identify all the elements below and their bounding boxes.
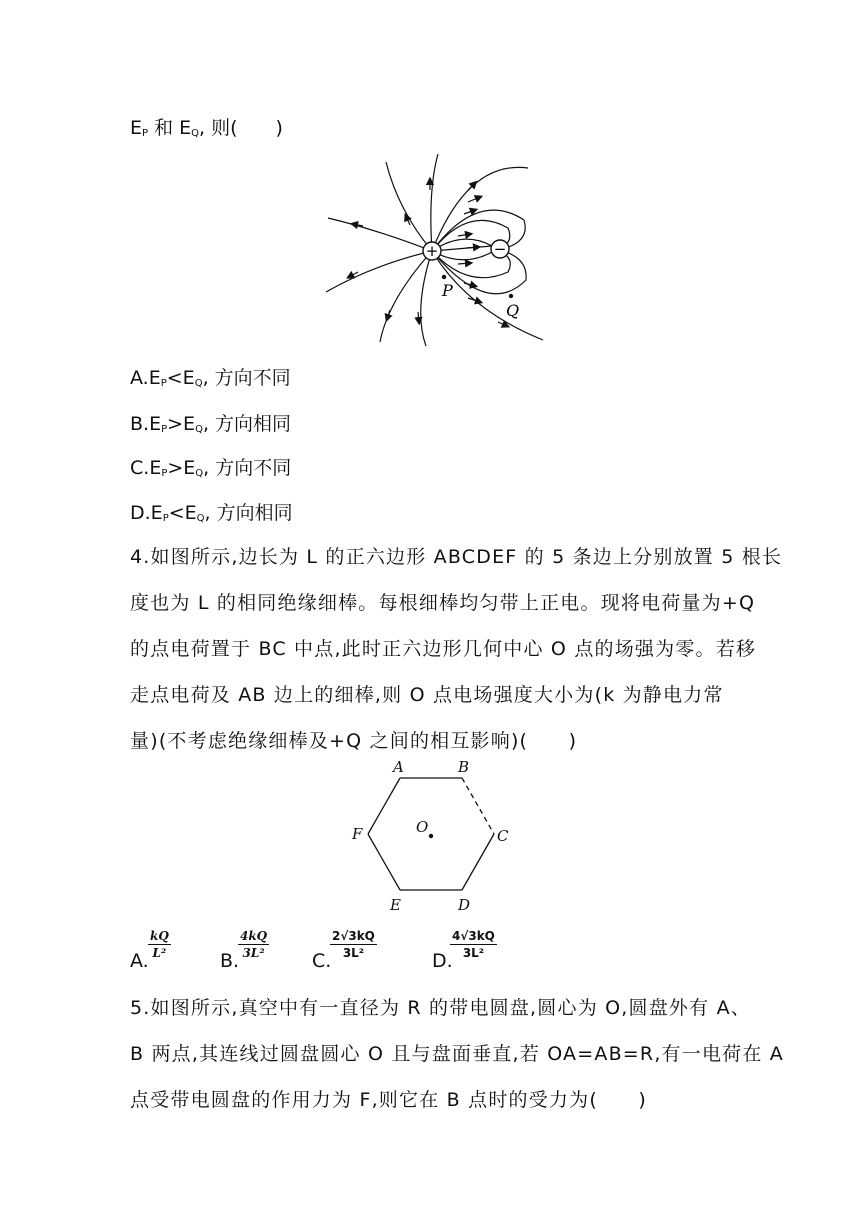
center-o-dot <box>429 834 433 838</box>
vertex-c-label: C <box>497 827 509 845</box>
q5-text <box>130 985 784 1123</box>
q3-subscript-q: Q <box>191 128 200 139</box>
positive-charge-label: + <box>425 242 439 260</box>
q3-connector: 和 E <box>154 117 192 139</box>
hexagon-edge-fa <box>368 778 400 834</box>
field-line <box>432 167 528 251</box>
q4-line-1: 4.如图所示,边长为 L 的正六边形 ABCDEF 的 5 条边上分别放置 5 根长 <box>130 546 783 568</box>
hexagon-edge-bc <box>462 778 494 834</box>
q3-option-d[interactable]: $D.E_P<E_Q$, 方向相同 <box>130 502 293 524</box>
field-line <box>386 162 432 251</box>
field-line <box>431 154 438 251</box>
point-q-dot <box>509 294 513 298</box>
hexagon-edge-ef <box>368 834 400 890</box>
q3-field-line-diagram <box>318 150 548 350</box>
point-p-dot <box>442 275 446 279</box>
q5-line-3: 点受带电圆盘的作用力为 F,则它在 B 点时的受力为( ) <box>130 1089 647 1111</box>
q5-line-1: 5.如图所示,真空中有一直径为 R 的带电圆盘,圆心为 O,圆盘外有 A、 <box>130 997 751 1019</box>
q3-option-c[interactable]: $C.E_P>E_Q$, 方向不同 <box>130 457 292 479</box>
field-line <box>380 251 432 342</box>
q4-line-5: 量)(不考虑绝缘细棒及+Q 之间的相互影响)( ) <box>130 730 578 752</box>
q4-line-2: 度也为 L 的相同绝缘细棒。每根细棒均匀带上正电。现将电荷量为+Q <box>130 592 756 614</box>
q3-subscript-p: P <box>142 128 149 139</box>
q3-stem-suffix: , 则( ) <box>199 117 283 139</box>
q4-line-4: 走点电荷及 AB 边上的细棒,则 O 点电场强度大小为(k 为静电力常 <box>130 684 724 706</box>
negative-charge-label: − <box>493 240 507 258</box>
field-line <box>421 251 432 346</box>
center-o-label: O <box>416 818 429 836</box>
vertex-f-label: F <box>352 825 363 843</box>
vertex-b-label: B <box>458 758 470 776</box>
q4-text <box>130 534 783 764</box>
point-q-label: Q <box>506 301 520 320</box>
q3-stem <box>130 116 283 146</box>
q3-option-b[interactable]: $B.E_P>E_Q$, 方向相同 <box>130 413 292 435</box>
q3-option-a[interactable]: $A.E_P<E_Q$, 方向不同 <box>130 367 291 389</box>
vertex-d-label: D <box>458 896 471 914</box>
q5-line-2: B 两点,其连线过圆盘圆心 O 且与盘面垂直,若 OA=AB=R,有一电荷在 A <box>130 1043 784 1065</box>
q3-ep-symbol: E <box>130 117 143 139</box>
q4-line-3: 的点电荷置于 BC 中点,此时正六边形几何中心 O 点的场强为零。若移 <box>130 638 757 660</box>
field-line <box>326 251 432 292</box>
hexagon-edge-cd <box>462 834 494 890</box>
vertex-a-label: A <box>393 758 404 776</box>
field-line <box>432 210 525 251</box>
point-p-label: P <box>442 281 453 300</box>
vertex-e-label: E <box>390 896 401 914</box>
q4-hexagon-diagram <box>340 758 520 918</box>
field-line <box>328 218 432 251</box>
